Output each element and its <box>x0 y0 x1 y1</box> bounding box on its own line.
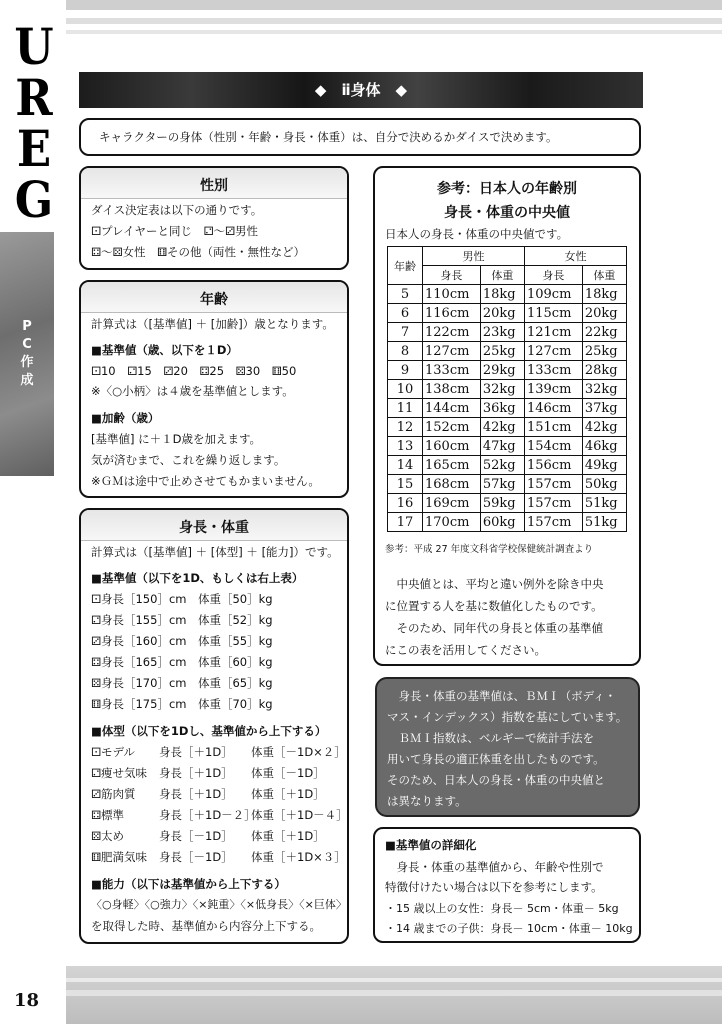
type-weight: 体重［＋1D］ <box>251 829 325 843</box>
detail-line: ・15 歳以上の女性：身長－ 5cm・体重－ 5kg <box>385 902 619 915</box>
age-header: 年齢 <box>388 247 423 285</box>
value-cell: 28kg <box>582 361 626 380</box>
value-cell: 52kg <box>480 456 524 475</box>
ref-title-line1: 参考：日本人の年齢別 <box>437 181 577 197</box>
type-weight: 体重［＋1D－４］ <box>251 808 348 822</box>
logo-letter-g: G <box>14 170 54 229</box>
body-ability-line: を取得した時、基準値から内容分上下する。 <box>91 919 321 933</box>
value-cell: 169cm <box>423 494 481 513</box>
age-cell: 7 <box>388 323 423 342</box>
type-weight: 体重［＋1D×３］ <box>251 850 346 864</box>
value-cell: 168cm <box>423 475 481 494</box>
table-row <box>388 513 627 532</box>
detail-line: 特徴付けたい場合は以下を参考にします。 <box>385 880 603 894</box>
bmi-line: マス・インデックス）指数を基にしています。 <box>387 710 628 724</box>
value-cell: 152cm <box>423 418 481 437</box>
value-cell: 127cm <box>423 342 481 361</box>
table-row <box>388 304 627 323</box>
ref-source: 参考：平成 27 年度文科省学校保健統計調査より <box>385 544 594 555</box>
age-cell: 6 <box>388 304 423 323</box>
value-cell: 122cm <box>423 323 481 342</box>
bmi-line: ＢＭＩ指数は、ベルギーで統計手法を <box>387 731 594 745</box>
side-tab-char: P <box>22 319 32 334</box>
value-cell: 115cm <box>524 304 582 323</box>
logo-letter-e: E <box>16 119 52 178</box>
ref-para-line: そのため、同年代の身長と体重の基準値 <box>385 621 604 635</box>
age-add-line: ※ＧＭは途中で止めさせてもかまいません。 <box>91 474 320 488</box>
side-tab-char: 成 <box>20 373 34 388</box>
value-cell: 110cm <box>423 285 481 304</box>
body-type-heading: ■体型（以下を1Dし、基準値から上下する） <box>91 724 327 738</box>
type-height: 身長［－1D］ <box>159 850 233 864</box>
age-title: 年齢 <box>200 292 228 308</box>
value-cell: 22kg <box>582 323 626 342</box>
section-title: ◆ ⅱ身体 ◆ <box>314 81 408 99</box>
detail-box <box>373 827 641 943</box>
logo-letter-u: U <box>14 17 54 76</box>
age-base-note: ※〈○小柄〉は４歳を基準値とします。 <box>91 384 294 398</box>
footer-stripe <box>66 990 722 996</box>
age-add-line: 気が済むまで、これを繰り返します。 <box>91 453 286 467</box>
value-cell: 138cm <box>423 380 481 399</box>
age-cell: 16 <box>388 494 423 513</box>
body-base-row: ⚃身長［165］cm 体重［60］kg <box>91 655 273 669</box>
age-base-heading: ■基準値（歳、以下を１D） <box>91 343 238 357</box>
value-cell: 139cm <box>524 380 582 399</box>
type-name: ⚀モデル <box>91 745 135 759</box>
age-cell: 10 <box>388 380 423 399</box>
bmi-line: は異なります。 <box>387 794 467 808</box>
sex-line: ダイス決定表は以下の通りです。 <box>91 203 263 217</box>
age-cell: 14 <box>388 456 423 475</box>
value-cell: 36kg <box>480 399 524 418</box>
value-cell: 51kg <box>582 513 626 532</box>
value-cell: 32kg <box>480 380 524 399</box>
intro-text: キャラクターの身体（性別・年齢・身長・体重）は、自分で決めるかダイスで決めます。 <box>99 130 558 144</box>
age-cell: 17 <box>388 513 423 532</box>
value-cell: 59kg <box>480 494 524 513</box>
table-row <box>388 418 627 437</box>
type-height: 身長［－1D］ <box>159 829 233 843</box>
value-cell: 109cm <box>524 285 582 304</box>
value-cell: 18kg <box>480 285 524 304</box>
value-cell: 156cm <box>524 456 582 475</box>
value-cell: 37kg <box>582 399 626 418</box>
table-header-row <box>388 247 627 266</box>
weight-header: 体重 <box>582 266 626 285</box>
top-stripe <box>66 0 722 10</box>
table-subheader-row <box>388 266 627 285</box>
age-box <box>79 280 349 498</box>
value-cell: 144cm <box>423 399 481 418</box>
table-row <box>388 494 627 513</box>
footer-stripe <box>66 978 722 982</box>
male-header: 男性 <box>423 247 525 266</box>
value-cell: 46kg <box>582 437 626 456</box>
sex-line: ⚃〜⚄女性 ⚅その他（両性・無性など） <box>91 245 305 259</box>
age-cell: 9 <box>388 361 423 380</box>
table-row <box>388 342 627 361</box>
bmi-line: そのため、日本人の身長・体重の中央値と <box>387 773 606 787</box>
table-row <box>388 456 627 475</box>
value-cell: 157cm <box>524 475 582 494</box>
height-header: 身長 <box>524 266 582 285</box>
value-cell: 47kg <box>480 437 524 456</box>
value-cell: 25kg <box>582 342 626 361</box>
detail-line: 身長・体重の基準値から、年齢や性別で <box>385 860 604 874</box>
value-cell: 42kg <box>582 418 626 437</box>
type-weight: 体重［－1D×２］ <box>251 745 346 759</box>
table-row <box>388 380 627 399</box>
side-tab-label <box>0 318 54 390</box>
type-name: ⚂筋肉質 <box>91 787 136 801</box>
type-name: ⚃標準 <box>91 808 124 822</box>
value-cell: 32kg <box>582 380 626 399</box>
value-cell: 50kg <box>582 475 626 494</box>
age-cell: 12 <box>388 418 423 437</box>
body-box <box>79 508 349 944</box>
bmi-line: 身長・体重の基準値は、ＢＭＩ（ボディ・ <box>387 689 617 703</box>
body-ability-heading: ■能力（以下は基準値から上下する） <box>91 877 286 891</box>
table-row <box>388 285 627 304</box>
table-row <box>388 437 627 456</box>
value-cell: 157cm <box>524 513 582 532</box>
type-weight: 体重［＋1D］ <box>251 787 325 801</box>
value-cell: 165cm <box>423 456 481 475</box>
body-base-heading: ■基準値（以下を1D、もしくは右上表） <box>91 571 304 585</box>
ref-para-line: 中央値とは、平均と違い例外を除き中央 <box>385 577 604 591</box>
bmi-note-box <box>375 677 640 817</box>
sex-title: 性別 <box>200 178 228 194</box>
value-cell: 133cm <box>423 361 481 380</box>
side-tab-char: C <box>22 337 32 352</box>
age-cell: 11 <box>388 399 423 418</box>
top-stripe <box>66 18 722 24</box>
page-number: 18 <box>14 990 40 1011</box>
sex-box <box>79 166 349 270</box>
value-cell: 154cm <box>524 437 582 456</box>
age-cell: 5 <box>388 285 423 304</box>
female-header: 女性 <box>524 247 626 266</box>
body-base-row: ⚀身長［150］cm 体重［50］kg <box>91 592 273 606</box>
body-base-row: ⚂身長［160］cm 体重［55］kg <box>91 634 273 648</box>
value-cell: 51kg <box>582 494 626 513</box>
age-formula: 計算式は（[基準値] ＋ [加齢]）歳となります。 <box>91 317 334 331</box>
value-cell: 151cm <box>524 418 582 437</box>
logo-letter-r: R <box>15 68 53 127</box>
detail-line: ・14 歳までの子供：身長－ 10cm・体重－ 10kg <box>385 922 633 935</box>
ref-para-line: にこの表を活用してください。 <box>385 643 546 657</box>
body-ability-line: 〈○身軽〉〈○強力〉〈×鈍重〉〈×低身長〉〈×巨体〉 <box>91 898 347 911</box>
table-row <box>388 399 627 418</box>
detail-heading: ■基準値の詳細化 <box>385 838 477 852</box>
age-cell: 13 <box>388 437 423 456</box>
ref-para-line: に位置する人を基に数値化したものです。 <box>385 599 603 613</box>
value-cell: 157cm <box>524 494 582 513</box>
age-add-heading: ■加齢（歳） <box>91 411 160 425</box>
value-cell: 121cm <box>524 323 582 342</box>
body-base-row: ⚁身長［155］cm 体重［52］kg <box>91 613 273 627</box>
value-cell: 133cm <box>524 361 582 380</box>
value-cell: 57kg <box>480 475 524 494</box>
side-tab-char: 作 <box>20 355 34 370</box>
value-cell: 160cm <box>423 437 481 456</box>
bmi-line: 用いて身長の適正体重を出したものです。 <box>387 752 605 766</box>
table-row <box>388 475 627 494</box>
intro-box <box>79 118 641 156</box>
weight-header: 体重 <box>480 266 524 285</box>
value-cell: 29kg <box>480 361 524 380</box>
body-title: 身長・体重 <box>179 520 249 536</box>
age-base-values: ⚀10 ⚁15 ⚂20 ⚃25 ⚄30 ⚅50 <box>91 364 297 378</box>
sex-line: ⚀プレイヤーと同じ ⚁〜⚂男性 <box>91 224 258 238</box>
value-cell: 49kg <box>582 456 626 475</box>
type-weight: 体重［－1D］ <box>251 766 325 780</box>
value-cell: 170cm <box>423 513 481 532</box>
value-cell: 23kg <box>480 323 524 342</box>
median-table <box>387 246 627 532</box>
type-height: 身長［＋1D］ <box>159 766 233 780</box>
reference-box <box>373 166 641 666</box>
value-cell: 60kg <box>480 513 524 532</box>
type-height: 身長［＋1D］ <box>159 787 233 801</box>
ref-intro: 日本人の身長・体重の中央値です。 <box>385 227 569 241</box>
type-height: 身長［＋1D］ <box>159 745 233 759</box>
table-row <box>388 361 627 380</box>
value-cell: 20kg <box>582 304 626 323</box>
ref-title-line2: 身長・体重の中央値 <box>444 205 570 221</box>
body-base-row: ⚅身長［175］cm 体重［70］kg <box>91 697 273 711</box>
body-formula: 計算式は（[基準値] ＋ [体型] ＋ [能力]）です。 <box>91 545 339 559</box>
table-row <box>388 323 627 342</box>
value-cell: 25kg <box>480 342 524 361</box>
height-header: 身長 <box>423 266 481 285</box>
top-stripe <box>66 30 722 34</box>
body-base-row: ⚄身長［170］cm 体重［65］kg <box>91 676 273 690</box>
type-name: ⚄太め <box>91 829 124 843</box>
value-cell: 127cm <box>524 342 582 361</box>
type-name: ⚅肥満気味 <box>91 850 147 864</box>
value-cell: 18kg <box>582 285 626 304</box>
age-add-line: [基準値] に＋１D歳を加えます。 <box>91 432 262 446</box>
value-cell: 146cm <box>524 399 582 418</box>
age-cell: 8 <box>388 342 423 361</box>
value-cell: 116cm <box>423 304 481 323</box>
value-cell: 42kg <box>480 418 524 437</box>
age-cell: 15 <box>388 475 423 494</box>
value-cell: 20kg <box>480 304 524 323</box>
type-height: 身長［＋1D－２］ <box>159 808 256 822</box>
type-name: ⚁痩せ気味 <box>91 766 147 780</box>
